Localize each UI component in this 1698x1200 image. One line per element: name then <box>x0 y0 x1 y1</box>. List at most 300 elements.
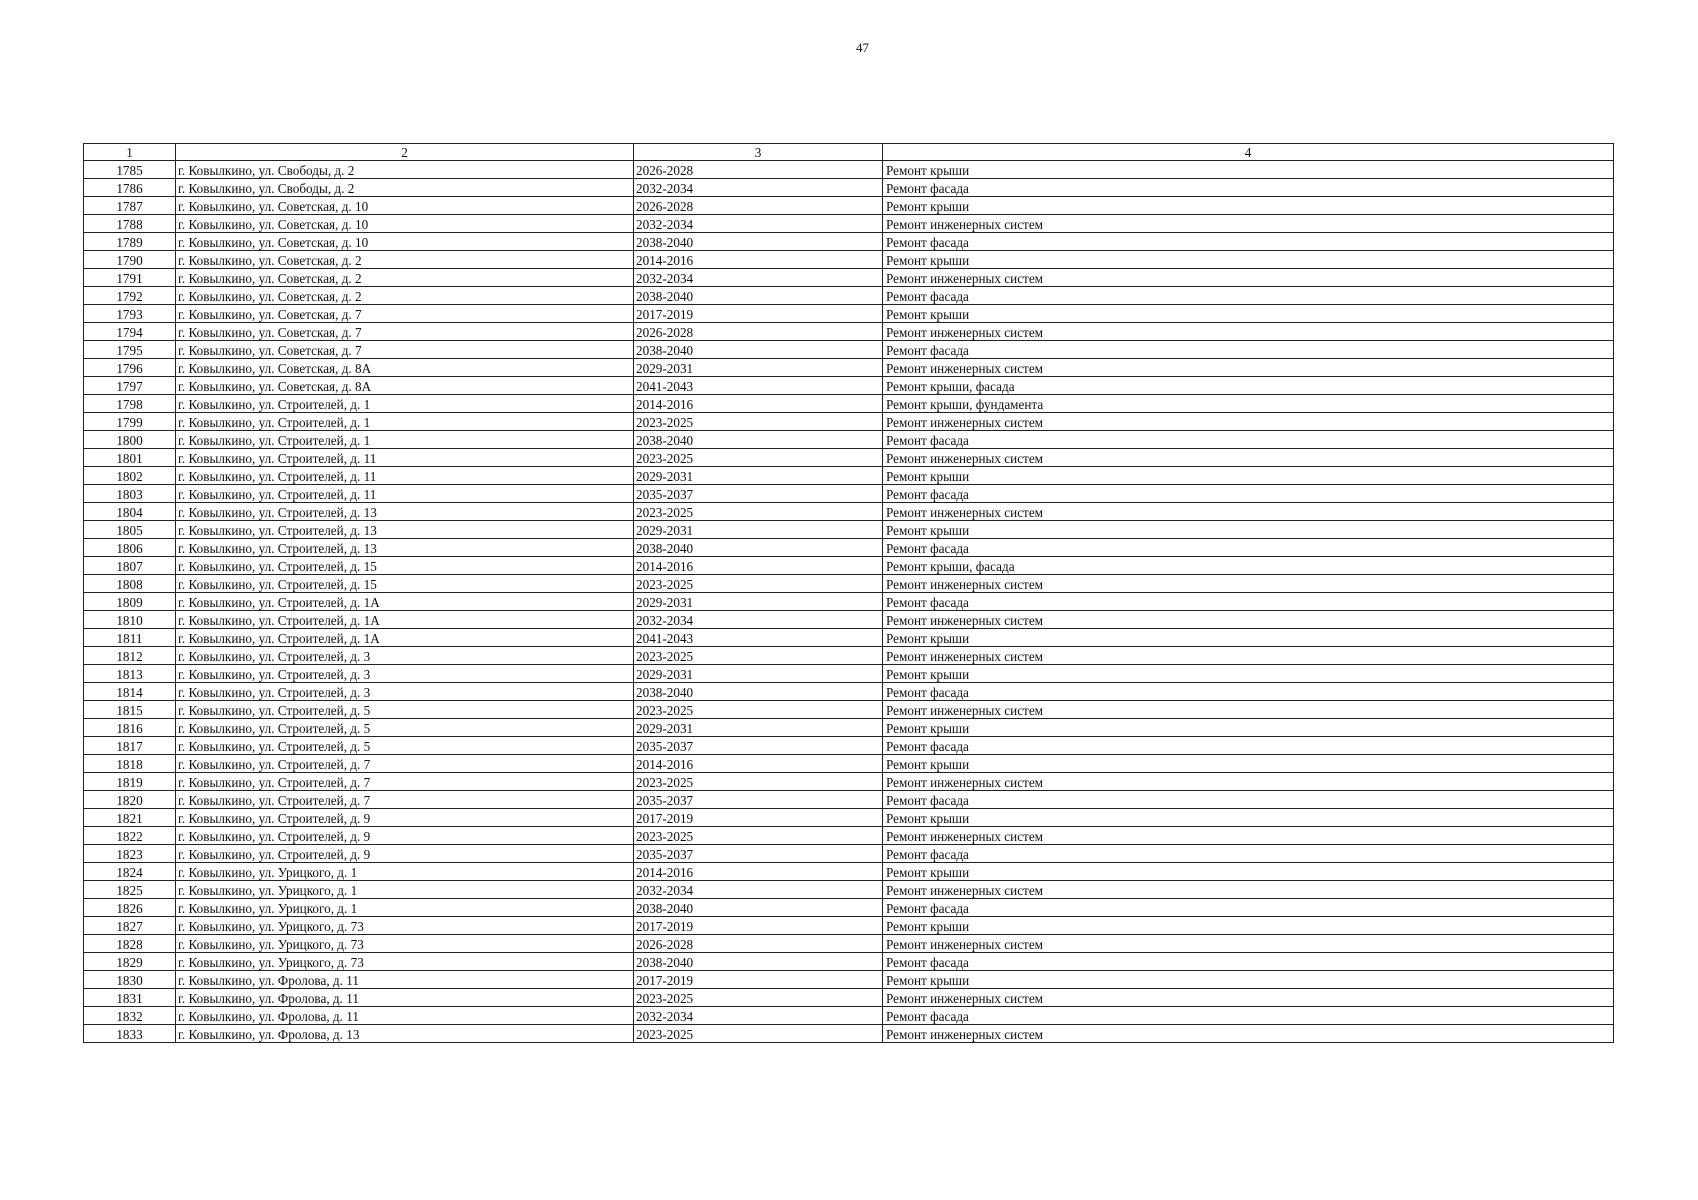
table-row <box>84 827 1614 845</box>
period-cell: 2038-2040 <box>634 233 883 251</box>
address-cell: г. Ковылкино, ул. Урицкого, д. 1 <box>176 863 634 881</box>
row-number-cell: 1791 <box>84 269 176 287</box>
work-type-cell <box>883 809 1614 827</box>
table-row <box>84 323 1614 341</box>
row-number-cell: 1831 <box>84 989 176 1007</box>
work-type-cell <box>883 989 1614 1007</box>
work-type-cell <box>883 863 1614 881</box>
row-number-cell: 1799 <box>84 413 176 431</box>
period-cell: 2023-2025 <box>634 773 883 791</box>
header-cell-4: 4 <box>883 144 1614 161</box>
table-row <box>84 377 1614 395</box>
work-type-text: Ремонт фасада <box>886 541 969 556</box>
work-type-cell <box>883 197 1614 215</box>
row-number-cell: 1817 <box>84 737 176 755</box>
row-number-cell: 1823 <box>84 845 176 863</box>
period-cell: 2023-2025 <box>634 449 883 467</box>
row-number-cell: 1800 <box>84 431 176 449</box>
work-type-cell <box>883 539 1614 557</box>
work-type-cell <box>883 287 1614 305</box>
work-type-text: Ремонт крыши <box>886 199 970 214</box>
period-cell: 2017-2019 <box>634 809 883 827</box>
work-type-text: Ремонт фасада <box>886 901 969 916</box>
row-number-cell: 1812 <box>84 647 176 665</box>
work-type-text: Ремонт крыши <box>886 163 970 178</box>
row-number-cell: 1794 <box>84 323 176 341</box>
work-type-text: Ремонт фасада <box>886 847 969 862</box>
work-type-cell <box>883 971 1614 989</box>
work-type-cell <box>883 755 1614 773</box>
work-type-text: Ремонт инженерных систем <box>886 829 1044 844</box>
address-cell: г. Ковылкино, ул. Советская, д. 7 <box>176 323 634 341</box>
work-type-text: Ремонт инженерных систем <box>886 613 1044 628</box>
row-number-cell: 1786 <box>84 179 176 197</box>
row-number-cell: 1811 <box>84 629 176 647</box>
work-type-cell <box>883 161 1614 179</box>
period-cell: 2032-2034 <box>634 269 883 287</box>
address-cell: г. Ковылкино, ул. Строителей, д. 13 <box>176 521 634 539</box>
work-type-text: Ремонт крыши <box>886 973 970 988</box>
table-row <box>84 629 1614 647</box>
period-cell: 2035-2037 <box>634 791 883 809</box>
table-row <box>84 647 1614 665</box>
period-cell: 2038-2040 <box>634 431 883 449</box>
work-type-cell <box>883 719 1614 737</box>
period-cell: 2023-2025 <box>634 413 883 431</box>
table-row <box>84 341 1614 359</box>
address-cell: г. Ковылкино, ул. Строителей, д. 9 <box>176 827 634 845</box>
address-cell: г. Ковылкино, ул. Строителей, д. 13 <box>176 539 634 557</box>
table-row <box>84 539 1614 557</box>
row-number-cell: 1793 <box>84 305 176 323</box>
period-cell: 2017-2019 <box>634 917 883 935</box>
period-cell: 2038-2040 <box>634 683 883 701</box>
work-type-text: Ремонт крыши <box>886 307 970 322</box>
work-type-cell <box>883 827 1614 845</box>
row-number-cell: 1809 <box>84 593 176 611</box>
period-cell: 2029-2031 <box>634 521 883 539</box>
table-row <box>84 1025 1614 1043</box>
table-row <box>84 935 1614 953</box>
work-type-cell <box>883 377 1614 395</box>
work-type-text: Ремонт крыши <box>886 811 970 826</box>
address-cell: г. Ковылкино, ул. Строителей, д. 1А <box>176 593 634 611</box>
work-type-cell <box>883 467 1614 485</box>
table-row <box>84 881 1614 899</box>
table-row <box>84 953 1614 971</box>
row-number-cell: 1805 <box>84 521 176 539</box>
address-cell: г. Ковылкино, ул. Советская, д. 8А <box>176 359 634 377</box>
work-type-text: Ремонт фасада <box>886 235 969 250</box>
address-cell: г. Ковылкино, ул. Советская, д. 10 <box>176 215 634 233</box>
work-type-text: Ремонт фасада <box>886 289 969 304</box>
work-type-text: Ремонт крыши, фасада <box>886 559 1015 574</box>
work-type-cell <box>883 413 1614 431</box>
table-row <box>84 503 1614 521</box>
work-type-cell <box>883 899 1614 917</box>
period-cell: 2023-2025 <box>634 827 883 845</box>
row-number-cell: 1816 <box>84 719 176 737</box>
table-row <box>84 1007 1614 1025</box>
period-cell: 2026-2028 <box>634 935 883 953</box>
work-type-text: Ремонт крыши <box>886 721 970 736</box>
table-row <box>84 611 1614 629</box>
work-type-text: Ремонт крыши <box>886 253 970 268</box>
address-cell: г. Ковылкино, ул. Свободы, д. 2 <box>176 161 634 179</box>
work-type-text: Ремонт крыши <box>886 631 970 646</box>
address-cell: г. Ковылкино, ул. Советская, д. 2 <box>176 287 634 305</box>
row-number-cell: 1795 <box>84 341 176 359</box>
table-row <box>84 701 1614 719</box>
period-cell: 2032-2034 <box>634 1007 883 1025</box>
work-type-text: Ремонт крыши <box>886 757 970 772</box>
address-cell: г. Ковылкино, ул. Строителей, д. 3 <box>176 647 634 665</box>
address-cell: г. Ковылкино, ул. Строителей, д. 5 <box>176 701 634 719</box>
row-number-cell: 1808 <box>84 575 176 593</box>
row-number-cell: 1814 <box>84 683 176 701</box>
table-row <box>84 755 1614 773</box>
work-type-text: Ремонт инженерных систем <box>886 415 1044 430</box>
capital-repair-table <box>83 143 1614 1043</box>
work-type-text: Ремонт фасада <box>886 487 969 502</box>
row-number-cell: 1818 <box>84 755 176 773</box>
row-number-cell: 1813 <box>84 665 176 683</box>
address-cell: г. Ковылкино, ул. Фролова, д. 11 <box>176 1007 634 1025</box>
period-cell: 2023-2025 <box>634 575 883 593</box>
row-number-cell: 1833 <box>84 1025 176 1043</box>
table-row <box>84 521 1614 539</box>
period-cell: 2026-2028 <box>634 323 883 341</box>
row-number-cell: 1819 <box>84 773 176 791</box>
period-cell: 2029-2031 <box>634 467 883 485</box>
work-type-cell <box>883 917 1614 935</box>
work-type-cell <box>883 665 1614 683</box>
work-type-text: Ремонт инженерных систем <box>886 325 1044 340</box>
work-type-text: Ремонт крыши <box>886 523 970 538</box>
row-number-cell: 1798 <box>84 395 176 413</box>
table-row <box>84 179 1614 197</box>
work-type-cell <box>883 935 1614 953</box>
work-type-text: Ремонт инженерных систем <box>886 937 1044 952</box>
table-row <box>84 305 1614 323</box>
address-cell: г. Ковылкино, ул. Урицкого, д. 1 <box>176 899 634 917</box>
work-type-text: Ремонт инженерных систем <box>886 451 1044 466</box>
address-cell: г. Ковылкино, ул. Строителей, д. 9 <box>176 809 634 827</box>
period-cell: 2032-2034 <box>634 881 883 899</box>
work-type-cell <box>883 845 1614 863</box>
table-row <box>84 899 1614 917</box>
address-cell: г. Ковылкино, ул. Советская, д. 2 <box>176 251 634 269</box>
address-cell: г. Ковылкино, ул. Советская, д. 10 <box>176 233 634 251</box>
address-cell: г. Ковылкино, ул. Строителей, д. 1 <box>176 413 634 431</box>
work-type-cell <box>883 359 1614 377</box>
table-row <box>84 917 1614 935</box>
table-row <box>84 413 1614 431</box>
work-type-text: Ремонт инженерных систем <box>886 271 1044 286</box>
work-type-cell <box>883 449 1614 467</box>
period-cell: 2014-2016 <box>634 755 883 773</box>
table-row <box>84 809 1614 827</box>
address-cell: г. Ковылкино, ул. Фролова, д. 13 <box>176 1025 634 1043</box>
address-cell: г. Ковылкино, ул. Урицкого, д. 73 <box>176 935 634 953</box>
period-cell: 2035-2037 <box>634 845 883 863</box>
work-type-cell <box>883 305 1614 323</box>
table-row <box>84 863 1614 881</box>
period-cell: 2035-2037 <box>634 737 883 755</box>
row-number-cell: 1810 <box>84 611 176 629</box>
work-type-cell <box>883 881 1614 899</box>
work-type-cell <box>883 341 1614 359</box>
period-cell: 2029-2031 <box>634 665 883 683</box>
table-row <box>84 467 1614 485</box>
work-type-text: Ремонт инженерных систем <box>886 505 1044 520</box>
work-type-cell <box>883 395 1614 413</box>
work-type-text: Ремонт фасада <box>886 343 969 358</box>
page-number: 47 <box>856 40 869 55</box>
work-type-text: Ремонт крыши, фундамента <box>886 397 1044 412</box>
work-type-cell <box>883 791 1614 809</box>
work-type-text: Ремонт крыши <box>886 469 970 484</box>
period-cell: 2023-2025 <box>634 989 883 1007</box>
work-type-text: Ремонт фасада <box>886 793 969 808</box>
table-row <box>84 395 1614 413</box>
row-number-cell: 1826 <box>84 899 176 917</box>
address-cell: г. Ковылкино, ул. Строителей, д. 11 <box>176 485 634 503</box>
row-number-cell: 1803 <box>84 485 176 503</box>
table-row <box>84 791 1614 809</box>
address-cell: г. Ковылкино, ул. Советская, д. 2 <box>176 269 634 287</box>
period-cell: 2023-2025 <box>634 503 883 521</box>
table-row <box>84 971 1614 989</box>
work-type-cell <box>883 521 1614 539</box>
period-cell: 2038-2040 <box>634 539 883 557</box>
address-cell: г. Ковылкино, ул. Свободы, д. 2 <box>176 179 634 197</box>
work-type-cell <box>883 1025 1614 1043</box>
period-cell: 2041-2043 <box>634 377 883 395</box>
table-row <box>84 683 1614 701</box>
work-type-cell <box>883 575 1614 593</box>
address-cell: г. Ковылкино, ул. Строителей, д. 1А <box>176 611 634 629</box>
row-number-cell: 1787 <box>84 197 176 215</box>
address-cell: г. Ковылкино, ул. Строителей, д. 9 <box>176 845 634 863</box>
work-type-cell <box>883 611 1614 629</box>
period-cell: 2032-2034 <box>634 179 883 197</box>
period-cell: 2023-2025 <box>634 1025 883 1043</box>
address-cell: г. Ковылкино, ул. Строителей, д. 7 <box>176 755 634 773</box>
work-type-cell <box>883 683 1614 701</box>
period-cell: 2041-2043 <box>634 629 883 647</box>
row-number-cell: 1807 <box>84 557 176 575</box>
work-type-cell <box>883 179 1614 197</box>
address-cell: г. Ковылкино, ул. Урицкого, д. 1 <box>176 881 634 899</box>
row-number-cell: 1827 <box>84 917 176 935</box>
work-type-text: Ремонт фасада <box>886 1009 969 1024</box>
row-number-cell: 1785 <box>84 161 176 179</box>
period-cell: 2014-2016 <box>634 557 883 575</box>
period-cell: 2023-2025 <box>634 701 883 719</box>
table-row <box>84 449 1614 467</box>
work-type-cell <box>883 647 1614 665</box>
address-cell: г. Ковылкино, ул. Строителей, д. 11 <box>176 467 634 485</box>
work-type-text: Ремонт инженерных систем <box>886 649 1044 664</box>
period-cell: 2026-2028 <box>634 161 883 179</box>
work-type-text: Ремонт инженерных систем <box>886 217 1044 232</box>
period-cell: 2032-2034 <box>634 215 883 233</box>
work-type-text: Ремонт фасада <box>886 739 969 754</box>
period-cell: 2032-2034 <box>634 611 883 629</box>
work-type-cell <box>883 773 1614 791</box>
address-cell: г. Ковылкино, ул. Строителей, д. 5 <box>176 737 634 755</box>
table-row <box>84 431 1614 449</box>
address-cell: г. Ковылкино, ул. Строителей, д. 15 <box>176 557 634 575</box>
row-number-cell: 1820 <box>84 791 176 809</box>
work-type-text: Ремонт инженерных систем <box>886 775 1044 790</box>
period-cell: 2029-2031 <box>634 359 883 377</box>
address-cell: г. Ковылкино, ул. Советская, д. 7 <box>176 305 634 323</box>
work-type-text: Ремонт крыши <box>886 919 970 934</box>
row-number-cell: 1788 <box>84 215 176 233</box>
row-number-cell: 1804 <box>84 503 176 521</box>
header-cell-3: 3 <box>634 144 883 161</box>
table-row <box>84 737 1614 755</box>
period-cell: 2038-2040 <box>634 899 883 917</box>
work-type-cell <box>883 485 1614 503</box>
table-row <box>84 719 1614 737</box>
table-row <box>84 665 1614 683</box>
work-type-cell <box>883 629 1614 647</box>
table-row <box>84 557 1614 575</box>
address-cell: г. Ковылкино, ул. Строителей, д. 15 <box>176 575 634 593</box>
table-row <box>84 287 1614 305</box>
row-number-cell: 1832 <box>84 1007 176 1025</box>
address-cell: г. Ковылкино, ул. Строителей, д. 5 <box>176 719 634 737</box>
address-cell: г. Ковылкино, ул. Урицкого, д. 73 <box>176 917 634 935</box>
header-cell-1: 1 <box>84 144 176 161</box>
table-row <box>84 485 1614 503</box>
work-type-text: Ремонт инженерных систем <box>886 361 1044 376</box>
work-type-text: Ремонт инженерных систем <box>886 577 1044 592</box>
address-cell: г. Ковылкино, ул. Строителей, д. 7 <box>176 791 634 809</box>
work-type-text: Ремонт инженерных систем <box>886 1027 1044 1042</box>
work-type-text: Ремонт инженерных систем <box>886 991 1044 1006</box>
work-type-text: Ремонт крыши, фасада <box>886 379 1015 394</box>
address-cell: г. Ковылкино, ул. Урицкого, д. 73 <box>176 953 634 971</box>
row-number-cell: 1829 <box>84 953 176 971</box>
period-cell: 2038-2040 <box>634 341 883 359</box>
table-row <box>84 215 1614 233</box>
work-type-text: Ремонт фасада <box>886 685 969 700</box>
table-row <box>84 575 1614 593</box>
work-type-cell <box>883 233 1614 251</box>
row-number-cell: 1792 <box>84 287 176 305</box>
table-row <box>84 845 1614 863</box>
work-type-cell <box>883 323 1614 341</box>
table-row <box>84 161 1614 179</box>
work-type-cell <box>883 431 1614 449</box>
row-number-cell: 1789 <box>84 233 176 251</box>
address-cell: г. Ковылкино, ул. Советская, д. 7 <box>176 341 634 359</box>
address-cell: г. Ковылкино, ул. Строителей, д. 1 <box>176 395 634 413</box>
period-cell: 2035-2037 <box>634 485 883 503</box>
work-type-cell <box>883 503 1614 521</box>
work-type-cell <box>883 737 1614 755</box>
period-cell: 2029-2031 <box>634 593 883 611</box>
work-type-text: Ремонт фасада <box>886 955 969 970</box>
work-type-cell <box>883 953 1614 971</box>
row-number-cell: 1821 <box>84 809 176 827</box>
address-cell: г. Ковылкино, ул. Советская, д. 10 <box>176 197 634 215</box>
work-type-cell <box>883 215 1614 233</box>
address-cell: г. Ковылкино, ул. Строителей, д. 7 <box>176 773 634 791</box>
address-cell: г. Ковылкино, ул. Фролова, д. 11 <box>176 989 634 1007</box>
work-type-text: Ремонт фасада <box>886 433 969 448</box>
work-type-text: Ремонт фасада <box>886 595 969 610</box>
row-number-cell: 1797 <box>84 377 176 395</box>
table-row <box>84 773 1614 791</box>
row-number-cell: 1824 <box>84 863 176 881</box>
address-cell: г. Ковылкино, ул. Строителей, д. 13 <box>176 503 634 521</box>
period-cell: 2038-2040 <box>634 287 883 305</box>
row-number-cell: 1802 <box>84 467 176 485</box>
work-type-text: Ремонт инженерных систем <box>886 703 1044 718</box>
period-cell: 2014-2016 <box>634 395 883 413</box>
row-number-cell: 1801 <box>84 449 176 467</box>
work-type-cell <box>883 1007 1614 1025</box>
table-row <box>84 233 1614 251</box>
address-cell: г. Ковылкино, ул. Строителей, д. 11 <box>176 449 634 467</box>
address-cell: г. Ковылкино, ул. Строителей, д. 3 <box>176 665 634 683</box>
work-type-cell <box>883 593 1614 611</box>
work-type-text: Ремонт инженерных систем <box>886 883 1044 898</box>
period-cell: 2026-2028 <box>634 197 883 215</box>
row-number-cell: 1828 <box>84 935 176 953</box>
period-cell: 2023-2025 <box>634 647 883 665</box>
work-type-text: Ремонт крыши <box>886 667 970 682</box>
table-header-row <box>84 144 1614 161</box>
work-type-cell <box>883 557 1614 575</box>
row-number-cell: 1830 <box>84 971 176 989</box>
row-number-cell: 1806 <box>84 539 176 557</box>
period-cell: 2017-2019 <box>634 971 883 989</box>
row-number-cell: 1790 <box>84 251 176 269</box>
row-number-cell: 1822 <box>84 827 176 845</box>
address-cell: г. Ковылкино, ул. Строителей, д. 1А <box>176 629 634 647</box>
table-row <box>84 269 1614 287</box>
period-cell: 2038-2040 <box>634 953 883 971</box>
table-row <box>84 251 1614 269</box>
table-row <box>84 593 1614 611</box>
address-cell: г. Ковылкино, ул. Фролова, д. 11 <box>176 971 634 989</box>
row-number-cell: 1815 <box>84 701 176 719</box>
period-cell: 2014-2016 <box>634 863 883 881</box>
address-cell: г. Ковылкино, ул. Строителей, д. 1 <box>176 431 634 449</box>
period-cell: 2017-2019 <box>634 305 883 323</box>
work-type-cell <box>883 269 1614 287</box>
row-number-cell: 1825 <box>84 881 176 899</box>
table-row <box>84 197 1614 215</box>
work-type-text: Ремонт крыши <box>886 865 970 880</box>
period-cell: 2029-2031 <box>634 719 883 737</box>
table-row <box>84 989 1614 1007</box>
header-cell-2: 2 <box>176 144 634 161</box>
address-cell: г. Ковылкино, ул. Строителей, д. 3 <box>176 683 634 701</box>
row-number-cell: 1796 <box>84 359 176 377</box>
work-type-cell <box>883 701 1614 719</box>
address-cell: г. Ковылкино, ул. Советская, д. 8А <box>176 377 634 395</box>
work-type-cell <box>883 251 1614 269</box>
period-cell: 2014-2016 <box>634 251 883 269</box>
table-row <box>84 359 1614 377</box>
